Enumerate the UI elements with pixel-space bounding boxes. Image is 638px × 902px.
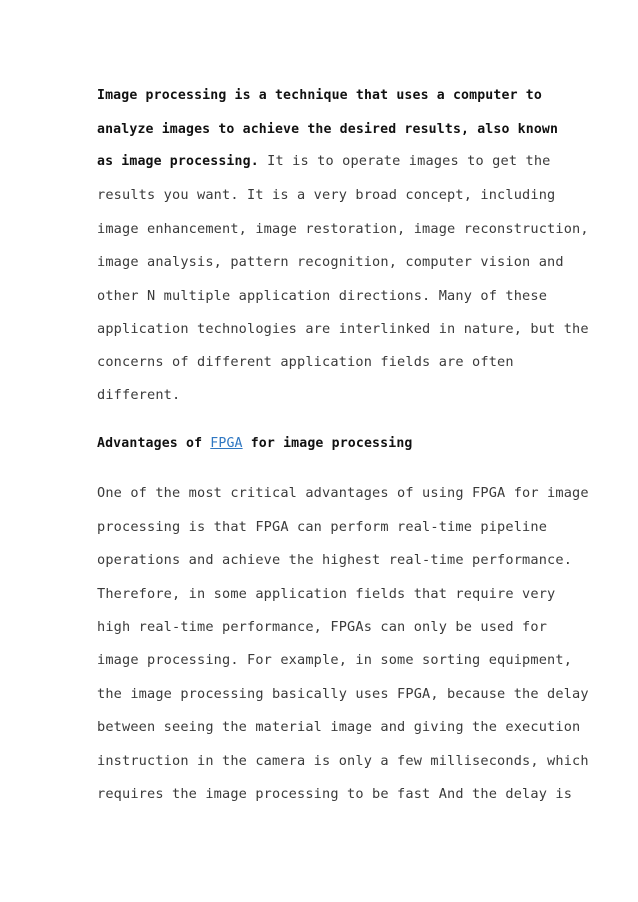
- paragraph-2-line-2: processing is that FPGA can perform real-time pipeline: [97, 519, 548, 535]
- normal-text: different.: [97, 387, 181, 403]
- paragraph-2-line-7: the image processing basically uses FPGA, because the delay: [97, 686, 589, 702]
- bold-text: Image processing is a technique that uses a computer to: [97, 88, 542, 103]
- normal-text: concerns of different application fields are often: [97, 354, 514, 370]
- normal-text: image enhancement, image restoration, image reconstruction,: [97, 221, 589, 237]
- heading-text-after: for image processing: [242, 436, 413, 451]
- bold-text: as image processing.: [97, 154, 259, 169]
- normal-text: other N multiple application directions. Many of these: [97, 288, 548, 304]
- normal-text: It is to operate images to get the: [258, 153, 551, 169]
- bold-text: analyze images to achieve the desired results, also known: [97, 122, 559, 137]
- paragraph-2-line-9: instruction in the camera is only a few milliseconds, which: [97, 753, 589, 769]
- normal-text: results you want. It is a very broad concept, including: [97, 187, 556, 203]
- paragraph-2-line-8: between seeing the material image and giving the execution: [97, 719, 581, 735]
- paragraph-2-line-5: high real-time performance, FPGAs can only be used for: [97, 619, 548, 635]
- normal-text: application technologies are interlinked in nature, but the: [97, 321, 589, 337]
- paragraph-1-line-2: [97, 120, 558, 139]
- paragraph-1-line-5: [97, 220, 589, 239]
- paragraph-2-line-6: image processing. For example, in some sorting equipment,: [97, 652, 573, 668]
- paragraph-1-line-10: [97, 386, 180, 405]
- paragraph-2-line-3: operations and achieve the highest real-time performance.: [97, 552, 573, 568]
- paragraph-2-line-4: Therefore, in some application fields that require very: [97, 586, 556, 602]
- section-heading: [97, 435, 413, 453]
- fpga-link[interactable]: FPGA: [210, 436, 243, 451]
- paragraph-2-line-1: One of the most critical advantages of using FPGA for image: [97, 485, 589, 501]
- heading-text-before: Advantages of: [97, 436, 211, 451]
- paragraph-2-line-10: requires the image processing to be fast And the delay is: [97, 786, 573, 802]
- paragraph-1-line-8: [97, 320, 589, 339]
- normal-text: image analysis, pattern recognition, computer vision and: [97, 254, 564, 270]
- paragraph-1-line-9: [97, 353, 514, 372]
- paragraph-1-line-1: [97, 86, 542, 105]
- paragraph-1-line-3: [97, 152, 551, 171]
- paragraph-1-line-7: [97, 287, 547, 306]
- paragraph-1-line-6: [97, 253, 564, 272]
- paragraph-1-line-4: [97, 186, 555, 205]
